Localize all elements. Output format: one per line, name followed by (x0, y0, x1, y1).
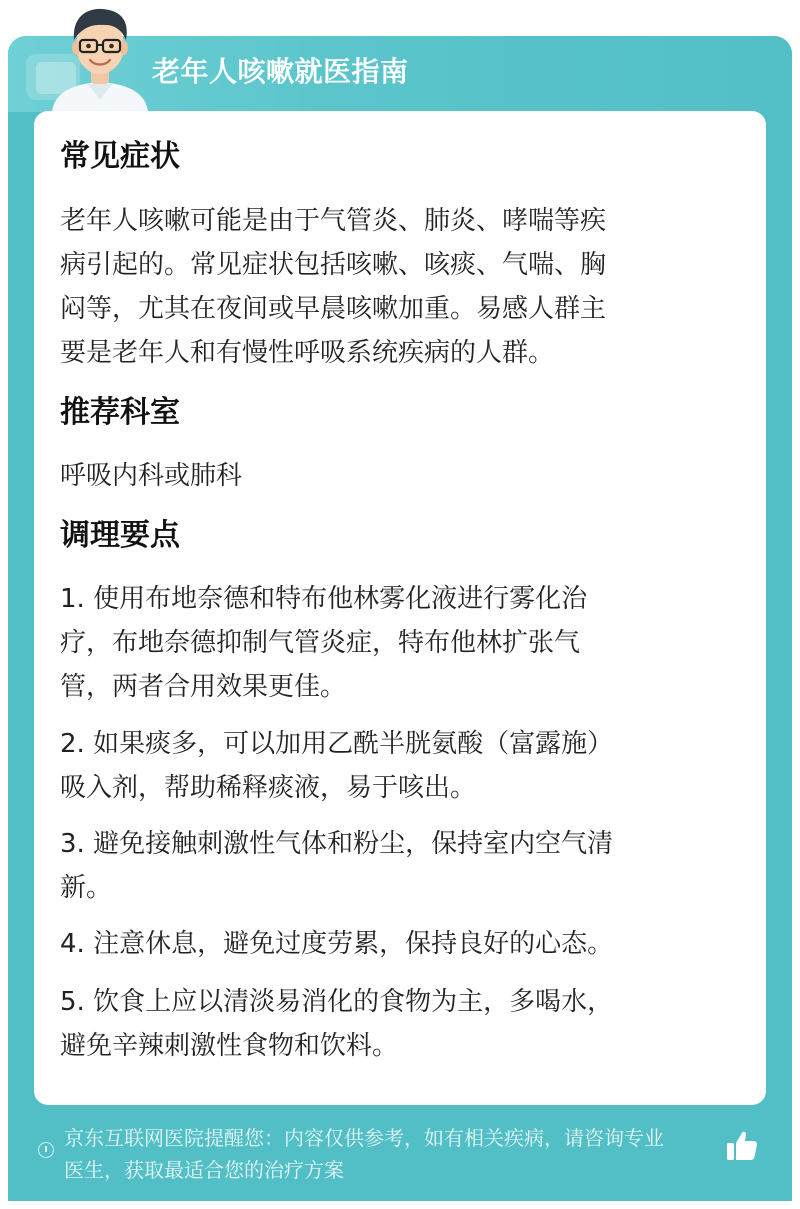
symptoms-paragraph (60, 199, 728, 375)
care-line: 3. 避免接触刺激性气体和粉尘，保持室内空气清 (60, 829, 614, 859)
section-heading-symptoms: 常见症状 (60, 139, 180, 174)
symptoms-line: 闷等，尤其在夜间或早晨咳嗽加重。易感人群主 (60, 294, 607, 324)
symptoms-line: 老年人咳嗽可能是由于气管炎、肺炎、哮喘等疾 (60, 206, 607, 236)
thumbs-up-icon[interactable] (724, 1128, 760, 1164)
care-line: 吸入剂，帮助稀释痰液，易于咳出。 (60, 773, 477, 803)
footer-disclaimer (64, 1122, 728, 1186)
care-line: 2. 如果痰多，可以加用乙酰半胱氨酸（富露施） (60, 729, 614, 759)
care-line: 1. 使用布地奈德和特布他林雾化液进行雾化治 (60, 584, 588, 614)
page-title: 老年人咳嗽就医指南 (152, 55, 409, 88)
care-line: 新。 (60, 873, 113, 903)
section-heading-department: 推荐科室 (60, 395, 180, 430)
care-line: 管，两者合用效果更佳。 (60, 672, 347, 702)
department-text: 呼吸内科或肺科 (60, 461, 243, 491)
care-item-2 (60, 722, 728, 810)
care-item-1 (60, 577, 728, 709)
symptoms-line: 病引起的。常见症状包括咳嗽、咳痰、气喘、胸 (60, 250, 607, 280)
care-item-3 (60, 822, 728, 910)
care-item-5 (60, 980, 728, 1068)
care-item-4 (60, 922, 728, 966)
care-line: 疗，布地奈德抑制气管炎症，特布他林扩张气 (60, 628, 581, 658)
symptoms-line: 要是老年人和有慢性呼吸系统疾病的人群。 (60, 338, 555, 368)
info-icon (38, 1142, 54, 1158)
care-line: 5. 饮食上应以清淡易消化的食物为主，多喝水， (60, 987, 614, 1017)
care-line: 4. 注意休息，避免过度劳累，保持良好的心态。 (60, 929, 614, 959)
care-line: 避免辛辣刺激性食物和饮料。 (60, 1031, 399, 1061)
section-heading-care: 调理要点 (60, 518, 180, 553)
doctor-avatar-icon (44, 0, 156, 112)
footer-line: 京东互联网医院提醒您：内容仅供参考，如有相关疾病，请咨询专业 (64, 1126, 664, 1150)
footer-line: 医生，获取最适合您的治疗方案 (64, 1158, 344, 1182)
